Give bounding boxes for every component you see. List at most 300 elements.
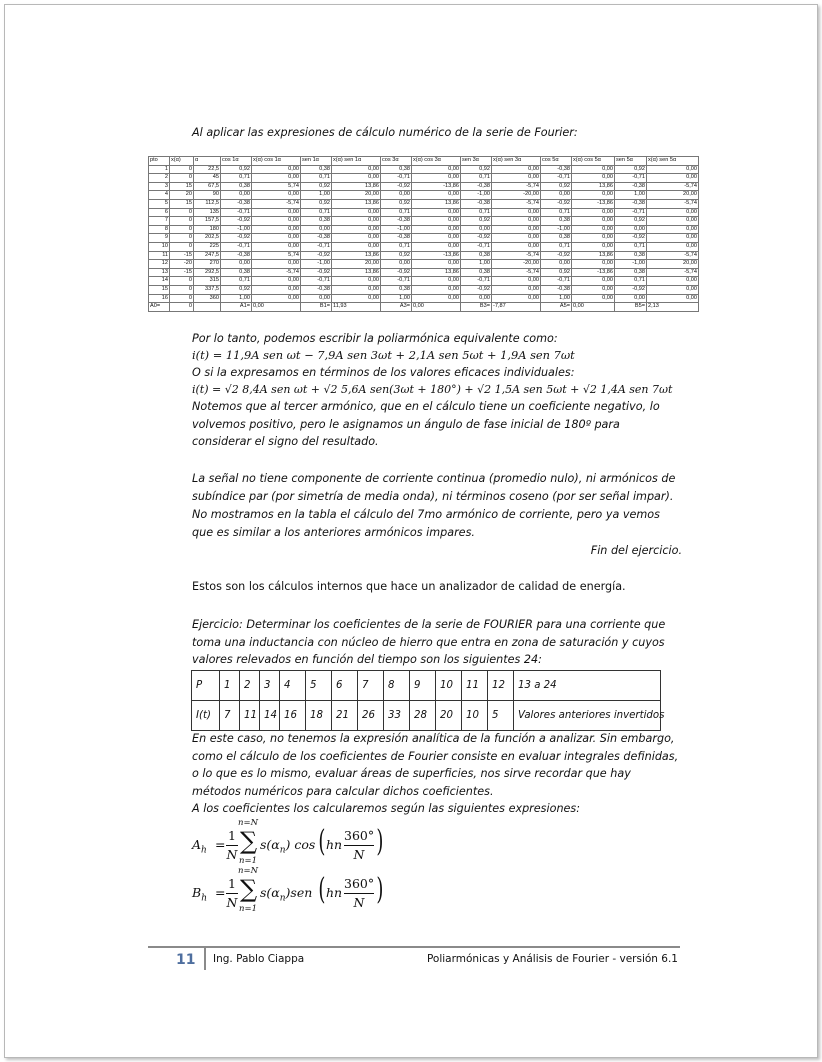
table-cell: 45: [194, 174, 221, 183]
table-cell: 0: [170, 217, 194, 226]
table-cell: 0,92: [381, 251, 412, 260]
table-cell: 13: [149, 268, 170, 277]
table-cell: 0,00: [301, 225, 332, 234]
table-cell: -0,92: [381, 268, 412, 277]
formula-ah-hn: hn: [326, 837, 343, 852]
values-cell: 7: [358, 671, 384, 701]
values-cell: 7: [220, 701, 240, 731]
table-cell: 315: [194, 277, 221, 286]
table-cell: 337,5: [194, 285, 221, 294]
formula-ah-func: ) cos: [285, 837, 316, 852]
table-cell: -20,00: [492, 191, 541, 200]
table-cell: 0,00: [492, 242, 541, 251]
table-cell: 20,00: [332, 260, 381, 269]
table-cell: 0,00: [412, 225, 461, 234]
table-cell: 0,00: [492, 277, 541, 286]
table-cell: 0: [170, 225, 194, 234]
table-cell: -0,38: [221, 251, 252, 260]
table-cell: 11,93: [332, 303, 381, 312]
formula-ah-sub: h: [201, 845, 207, 856]
table-cell: 10: [149, 242, 170, 251]
table-cell: -0,71: [381, 174, 412, 183]
table-cell: 0,00: [647, 285, 699, 294]
table-cell: 0,00: [647, 208, 699, 217]
table-cell: 13,86: [572, 182, 615, 191]
table-cell: -0,71: [221, 242, 252, 251]
table-cell: 0,92: [381, 199, 412, 208]
table-cell: -13,86: [412, 182, 461, 191]
table-cell: -0,38: [541, 285, 572, 294]
formula-ah-denominator: N: [226, 847, 238, 862]
table-cell: 0,00: [381, 191, 412, 200]
table-cell: 0: [170, 294, 194, 303]
table-cell: B5=: [615, 303, 647, 312]
table-cell: 0,00: [572, 285, 615, 294]
table-cell: 0,00: [412, 277, 461, 286]
formula-ah-angle-bar: [344, 845, 374, 846]
table-cell: -0,38: [461, 199, 492, 208]
table-cell: 0,00: [412, 191, 461, 200]
values-cell: 5: [488, 701, 514, 731]
table-cell: 0,00: [252, 294, 301, 303]
table-cell: -0,71: [381, 277, 412, 286]
table-cell: 0,00: [252, 165, 301, 174]
table-cell: 14: [149, 277, 170, 286]
table-cell: -0,71: [615, 174, 647, 183]
table-cell: 0,92: [615, 165, 647, 174]
table-cell: 0,00: [221, 191, 252, 200]
values-cell: 18: [306, 701, 332, 731]
table-cell: 157,5: [194, 217, 221, 226]
table-cell: -20,00: [492, 260, 541, 269]
table-cell: 0,38: [541, 234, 572, 243]
table-cell: 247,5: [194, 251, 221, 260]
table-cell: 0,00: [461, 294, 492, 303]
table-cell: 9: [149, 234, 170, 243]
formula-bh-lparen: (: [318, 872, 326, 907]
table-cell: 0,00: [412, 294, 461, 303]
table-cell: 0,92: [301, 199, 332, 208]
formula-bh-sigma: ∑: [240, 875, 258, 903]
table-cell: 0,38: [615, 251, 647, 260]
formula-ah-body: s(α: [260, 837, 280, 852]
table-cell: 13,86: [332, 199, 381, 208]
table-cell: 0,00: [332, 165, 381, 174]
formula-bh-func: )sen: [285, 885, 313, 900]
table-cell: 15: [170, 182, 194, 191]
table-cell: 12: [149, 260, 170, 269]
values-cell: 8: [384, 671, 410, 701]
table-cell: 0,00: [412, 208, 461, 217]
table-cell: 0,38: [461, 268, 492, 277]
table-cell: 0,71: [381, 208, 412, 217]
values-cell: 26: [358, 701, 384, 731]
table-cell: 0,00: [221, 260, 252, 269]
table-cell: -0,92: [461, 234, 492, 243]
table-cell: x(α) sen 3α: [492, 157, 541, 166]
table-cell: 1,00: [301, 191, 332, 200]
table-cell: -0,38: [615, 182, 647, 191]
table-cell: 0,00: [492, 294, 541, 303]
equation-peak: i(t) = 11,9A sen ωt − 7,9A sen 3ωt + 2,1A sen 5ωt + 1,9A sen 7ωt: [192, 348, 575, 362]
values-cell: 6: [332, 671, 358, 701]
table-cell: -0,38: [381, 217, 412, 226]
table-cell: 0,38: [615, 268, 647, 277]
table-cell: 0,00: [252, 217, 301, 226]
table-cell: 20,00: [647, 191, 699, 200]
table-row: [149, 242, 699, 251]
table-cell: 0,00: [572, 208, 615, 217]
table-cell: A1=: [221, 303, 252, 312]
formula-bh-body: s(α: [260, 885, 280, 900]
table-cell: 0,00: [412, 260, 461, 269]
table-cell: 13,86: [332, 182, 381, 191]
table-summary-row: [149, 303, 699, 312]
table-cell: -0,38: [221, 199, 252, 208]
table-cell: 0,71: [461, 208, 492, 217]
table-cell: 0,71: [541, 242, 572, 251]
table-cell: -5,74: [647, 199, 699, 208]
table-row: [149, 294, 699, 303]
table-cell: 13,86: [412, 268, 461, 277]
table-row: [149, 217, 699, 226]
table-cell: 0,00: [252, 303, 301, 312]
table-header-row: [149, 157, 699, 166]
formula-ah-sigma: ∑: [240, 827, 258, 855]
table-cell: -1,00: [461, 191, 492, 200]
table-cell: 1,00: [615, 191, 647, 200]
table-cell: -0,92: [541, 199, 572, 208]
table-cell: 0,00: [572, 174, 615, 183]
table-cell: 16: [149, 294, 170, 303]
table-cell: -0,92: [541, 251, 572, 260]
table-cell: cos 3α: [381, 157, 412, 166]
values-cell: 11: [240, 701, 260, 731]
table-cell: 0,92: [301, 182, 332, 191]
paragraph-analyzer: Estos son los cálculos internos que hace un analizador de calidad de energía.: [192, 580, 626, 593]
table-cell: 0,71: [221, 174, 252, 183]
values-cell: Valores anteriores invertidos: [514, 701, 661, 731]
table-cell: 0: [170, 208, 194, 217]
table-cell: 0,00: [332, 208, 381, 217]
formula-ah: [192, 820, 392, 868]
table-cell: -5,74: [252, 199, 301, 208]
table-cell: 0,92: [221, 285, 252, 294]
table-cell: -0,92: [301, 268, 332, 277]
table-cell: 0,00: [647, 165, 699, 174]
table-cell: x(α) sen 1α: [332, 157, 381, 166]
table-cell: 0,00: [412, 174, 461, 183]
table-cell: 0,00: [492, 208, 541, 217]
table-cell: 0,00: [332, 217, 381, 226]
table-cell: -0,71: [615, 208, 647, 217]
table-cell: 135: [194, 208, 221, 217]
table-cell: -15: [170, 268, 194, 277]
table-cell: -15: [170, 251, 194, 260]
table-row: [149, 199, 699, 208]
table-cell: 0,00: [647, 234, 699, 243]
table-cell: -0,71: [461, 277, 492, 286]
table-cell: 13,86: [412, 199, 461, 208]
table-cell: 2: [149, 174, 170, 183]
values-cell: I(t): [192, 701, 220, 731]
table-cell: 0,71: [541, 208, 572, 217]
table-cell: 0,00: [572, 303, 615, 312]
table-cell: 2,13: [647, 303, 699, 312]
table-cell: -0,71: [541, 277, 572, 286]
table-cell: 20,00: [332, 191, 381, 200]
table-cell: 0,00: [412, 165, 461, 174]
table-cell: -13,86: [572, 268, 615, 277]
table-cell: A5=: [541, 303, 572, 312]
formula-bh-numerator: 1: [228, 876, 236, 891]
table-row: [149, 234, 699, 243]
table-row: [149, 251, 699, 260]
values-cell: 11: [462, 671, 488, 701]
table-row: [149, 208, 699, 217]
table-cell: 0,00: [252, 260, 301, 269]
table-cell: -0,92: [615, 285, 647, 294]
table-cell: 0,00: [332, 294, 381, 303]
values-cell: 9: [410, 671, 436, 701]
table-cell: -1,00: [381, 225, 412, 234]
table-cell: -5,74: [492, 268, 541, 277]
table-cell: 0,00: [572, 294, 615, 303]
table-cell: A0=: [149, 303, 170, 312]
formula-bh-hn: hn: [326, 885, 343, 900]
values-cell: 4: [280, 671, 306, 701]
table-cell: B1=: [301, 303, 332, 312]
table-cell: 0,00: [252, 208, 301, 217]
values-cell: 10: [462, 701, 488, 731]
page-number: 11: [176, 952, 196, 968]
formula-bh-equals: =: [215, 885, 226, 900]
table-cell: 0,00: [412, 285, 461, 294]
table-cell: 0,00: [332, 242, 381, 251]
table-cell: 3: [149, 182, 170, 191]
formula-bh-sum-top: n=N: [237, 866, 259, 876]
table-cell: 1: [149, 165, 170, 174]
table-cell: 0,38: [541, 217, 572, 226]
table-cell: 0,00: [252, 242, 301, 251]
intro-text: Al aplicar las expresiones de cálculo numérico de la serie de Fourier:: [192, 126, 578, 139]
table-cell: 0,92: [541, 268, 572, 277]
formula-bh-denominator: N: [226, 895, 238, 910]
values-cell: 1: [220, 671, 240, 701]
table-cell: 180: [194, 225, 221, 234]
footer-rule: [148, 946, 680, 948]
formula-bh-angle-bar: [344, 893, 374, 894]
table-cell: 0,71: [221, 277, 252, 286]
table-cell: sen 3α: [461, 157, 492, 166]
formula-bh-sum-bottom: n=1: [238, 904, 257, 914]
table-cell: x(α) cos 5α: [572, 157, 615, 166]
table-cell: 0,38: [461, 251, 492, 260]
table-cell: 0,38: [301, 165, 332, 174]
formula-ah-numerator: 1: [228, 828, 236, 843]
table-cell: -1,00: [221, 225, 252, 234]
exercise-statement: Ejercicio: Determinar los coeficientes de la serie de FOURIER para una corriente que toma una inductancia con núcleo de hierro que entra en zona de saturación y cuyos valores relevados en función del tiempo son los siguientes 24:: [192, 618, 666, 666]
table-row: [149, 285, 699, 294]
table-row: [149, 268, 699, 277]
table-cell: 1,00: [221, 294, 252, 303]
table-cell: 1,00: [381, 294, 412, 303]
formula-ah-sum-top: n=N: [237, 818, 259, 828]
table-cell: 360: [194, 294, 221, 303]
values-cell: 20: [436, 701, 462, 731]
table-cell: 0,00: [252, 174, 301, 183]
table-cell: 0,00: [541, 191, 572, 200]
table-cell: 0,00: [492, 225, 541, 234]
table-cell: 8: [149, 225, 170, 234]
formula-ah-lparen: (: [318, 824, 326, 859]
table-cell: -0,71: [301, 242, 332, 251]
table-cell: 0,00: [647, 277, 699, 286]
paragraph-third-harmonic: Notemos que al tercer armónico, que en el cálculo tiene un coeficiente negativo, lo volvemos positivo, pero le asignamos un ángulo de fase inicial de 180º para considerar el signo del resultado.: [192, 400, 660, 448]
table-cell: 0,00: [412, 234, 461, 243]
table-cell: 5,74: [252, 182, 301, 191]
formula-bh: [192, 868, 392, 916]
table-row: [149, 225, 699, 234]
table-cell: 15: [170, 199, 194, 208]
table-row: [149, 174, 699, 183]
table-cell: 0,38: [381, 165, 412, 174]
formula-bh-alpha-sub: n: [279, 893, 286, 904]
table-cell: 13,86: [332, 268, 381, 277]
table-cell: 5: [149, 199, 170, 208]
table-cell: sen 5α: [615, 157, 647, 166]
table-row: [149, 191, 699, 200]
table-cell: -0,71: [461, 242, 492, 251]
table-cell: 0,00: [252, 191, 301, 200]
table-cell: 0,00: [647, 174, 699, 183]
table-cell: 0,00: [332, 225, 381, 234]
table-cell: -5,74: [492, 199, 541, 208]
table-cell: 0,00: [647, 225, 699, 234]
formula-ah-symbol: A: [192, 837, 202, 852]
table-cell: 0,92: [541, 182, 572, 191]
table-cell: 0,00: [252, 277, 301, 286]
table-cell: 4: [149, 191, 170, 200]
table-cell: 0: [170, 303, 194, 312]
table-cell: -1,00: [541, 225, 572, 234]
table-cell: 67,5: [194, 182, 221, 191]
paragraph-signal-properties: La señal no tiene componente de corriente continua (promedio nulo), ni armónicos de subíndice par (por simetría de media onda), ni términos coseno (por ser señal impar).: [192, 472, 676, 503]
paragraph-rms: O si la expresamos en términos de los valores eficaces individuales:: [192, 366, 575, 379]
table-cell: 11: [149, 251, 170, 260]
table-cell: x(α) sen 5α: [647, 157, 699, 166]
table-cell: -0,71: [221, 208, 252, 217]
values-cell: 10: [436, 671, 462, 701]
values-cell: P: [192, 671, 220, 701]
table-cell: 13,86: [572, 251, 615, 260]
table-cell: -5,74: [252, 268, 301, 277]
table-cell: 0,00: [332, 277, 381, 286]
paragraph-numerical-methods: En este caso, no tenemos la expresión analítica de la función a analizar. Sin embargo, como el cálculo de los coeficientes de Fourier consiste en evaluar integrales definidas, o lo que es lo mismo, evaluar áreas de superficies, nos sirve recordar que hay métodos numéricos para calcular dichos coeficientes.: [192, 732, 679, 798]
table-cell: -0,92: [615, 234, 647, 243]
table-cell: B3=: [461, 303, 492, 312]
table-row: [149, 182, 699, 191]
table-cell: -0,38: [301, 234, 332, 243]
table-cell: 112,5: [194, 199, 221, 208]
table-cell: 0: [170, 165, 194, 174]
table-cell: cos 5α: [541, 157, 572, 166]
table-cell: x(α) cos 3α: [412, 157, 461, 166]
table-cell: 0,92: [221, 165, 252, 174]
table-cell: 292,5: [194, 268, 221, 277]
table-cell: 13,86: [332, 251, 381, 260]
table-cell: 0,00: [412, 217, 461, 226]
table-cell: 5,74: [252, 251, 301, 260]
table-cell: cos 1α: [221, 157, 252, 166]
table-cell: 0,71: [461, 174, 492, 183]
table-cell: 0,00: [412, 242, 461, 251]
table-cell: 0,71: [381, 242, 412, 251]
formula-ah-fraction-bar: [226, 845, 238, 846]
table-cell: -20: [170, 260, 194, 269]
table-cell: -0,38: [541, 165, 572, 174]
values-cell: 16: [280, 701, 306, 731]
table-cell: -0,92: [461, 285, 492, 294]
values-row: [192, 701, 661, 731]
table-row: [149, 165, 699, 174]
table-cell: 0,00: [332, 285, 381, 294]
table-cell: sen 1α: [301, 157, 332, 166]
equation-rms: i(t) = √2 8,4A sen ωt + √2 5,6A sen(3ωt + 180°) + √2 1,5A sen 5ωt + √2 1,4A sen 7ωt: [192, 383, 673, 396]
table-cell: 7: [149, 217, 170, 226]
table-cell: -0,71: [301, 277, 332, 286]
table-cell: 0,38: [301, 217, 332, 226]
formula-bh-fraction-bar: [226, 893, 238, 894]
table-cell: 225: [194, 242, 221, 251]
values-row: [192, 671, 661, 701]
table-cell: 0: [170, 234, 194, 243]
table-cell: 0,00: [332, 234, 381, 243]
table-cell: 0,00: [615, 294, 647, 303]
table-cell: 0,00: [252, 234, 301, 243]
table-cell: 0,71: [301, 208, 332, 217]
table-cell: 0,00: [252, 225, 301, 234]
table-cell: -5,74: [492, 251, 541, 260]
table-cell: -1,00: [615, 260, 647, 269]
table-cell: 0,00: [572, 225, 615, 234]
table-cell: 1,00: [461, 260, 492, 269]
table-cell: 0: [170, 242, 194, 251]
footer-author: Ing. Pablo Ciappa: [213, 953, 305, 965]
table-cell: 0,00: [572, 165, 615, 174]
table-cell: -1,00: [301, 260, 332, 269]
paragraph-expressions: A los coeficientes los calcularemos según las siguientes expresiones:: [192, 802, 581, 815]
values-cell: 5: [306, 671, 332, 701]
formula-bh-angle: 360°: [344, 876, 375, 891]
table-cell: [194, 303, 221, 312]
table-cell: 0,92: [461, 217, 492, 226]
table-cell: 0: [170, 174, 194, 183]
values-cell: 12: [488, 671, 514, 701]
paragraph-equivalent: Por lo tanto, podemos escribir la poliarmónica equivalente como:: [192, 332, 558, 345]
table-cell: 6: [149, 208, 170, 217]
table-cell: 0,00: [332, 174, 381, 183]
table-cell: x(α): [170, 157, 194, 166]
table-cell: -0,92: [221, 217, 252, 226]
formula-ah-alpha-sub: n: [279, 845, 286, 856]
table-cell: 0,00: [492, 285, 541, 294]
table-cell: 20: [170, 191, 194, 200]
fourier-calc-table: [148, 156, 699, 312]
formula-bh-symbol: B: [192, 885, 202, 900]
table-cell: 20,00: [647, 260, 699, 269]
table-cell: 0,00: [572, 191, 615, 200]
